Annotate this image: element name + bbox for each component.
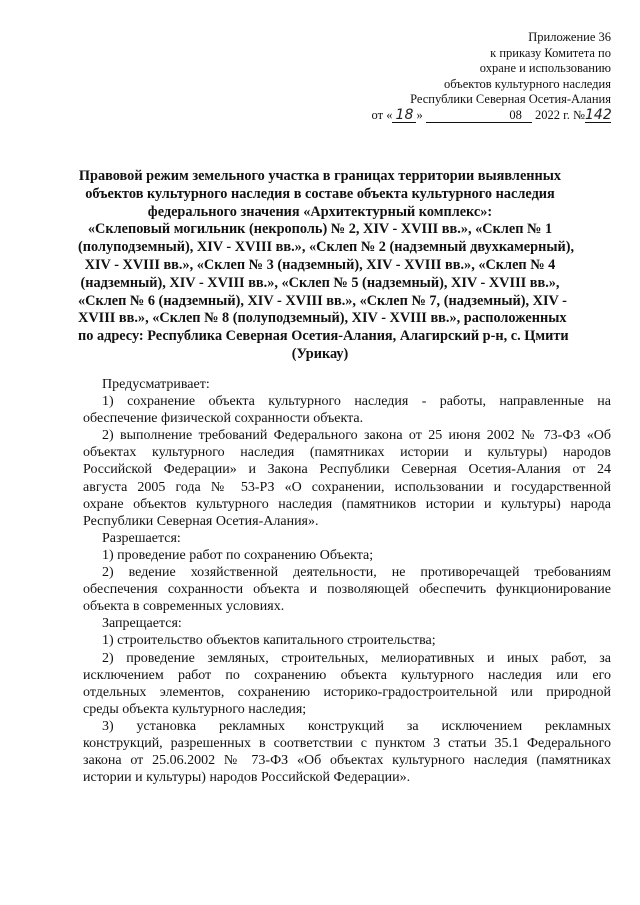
forbidden-item-2-line: 2) проведение земляных, строительных, мелиоративных и иных работ, за bbox=[102, 650, 611, 666]
order-date-line bbox=[351, 108, 611, 124]
title-line: «Склеповый могильник (некрополь) № 2, XIV - XVIII вв.», «Склеп № 1 bbox=[87, 221, 553, 238]
provides-item-2-line: охране объектов культурного наследия (памятников истории и культуры) народа bbox=[83, 496, 611, 512]
date-day-close: » bbox=[416, 107, 423, 122]
forbidden-heading: Запрещается: bbox=[102, 616, 182, 632]
forbidden-item-3-line: закона от 25.06.2002 № 73-ФЗ «Об объектах культурного наследия (памятниках bbox=[83, 753, 611, 769]
provides-item-1-line: обеспечение физической сохранности объекта. bbox=[83, 411, 364, 427]
title-line: федерального значения «Архитектурный комплекс»: bbox=[147, 203, 493, 220]
provides-item-2-line: Российской Федерации» и Закона Республики Северная Осетия-Алания от 24 bbox=[83, 462, 611, 478]
forbidden-item-3-line: истории и культуры) народов Российской Федерации». bbox=[83, 770, 411, 786]
forbidden-item-3-line: 3) установка рекламных конструкций за исключением рекламных bbox=[102, 718, 611, 734]
order-year: 2022 г. № bbox=[534, 107, 585, 122]
provides-item-1-line: 1) сохранение объекта культурного наследия - работы, направленные на bbox=[102, 394, 611, 410]
title-line: (полуподземный), XIV - XVIII вв.», «Склеп № 2 (надземный двухкамерный), bbox=[78, 239, 575, 256]
appendix-line: охране и использованию bbox=[479, 61, 611, 75]
allowed-item-2-line: обеспечения сохранности объекта и позволяющей обеспечить функционирование bbox=[83, 582, 611, 598]
provides-item-2-line: августа 2005 года № 53-РЗ «О сохранении, использовании и государственной bbox=[83, 479, 611, 495]
document-title bbox=[78, 168, 575, 364]
appendix-line: Республики Северная Осетия-Алания bbox=[410, 92, 611, 106]
allowed-item-2-line: 2) ведение хозяйственной деятельности, не противоречащей требованиям bbox=[102, 565, 611, 581]
title-line: (надземный), XIV - XVIII вв.», «Склеп № 5 (надземный), XIV - XVIII вв.», bbox=[80, 274, 560, 291]
title-line: (Урикау) bbox=[291, 345, 349, 362]
appendix-header bbox=[351, 30, 611, 123]
provides-item-2-line: объектах культурного наследия (памятниках истории и культуры) народов bbox=[83, 445, 611, 461]
forbidden-item-3-line: конструкций, разрешенных в соответствии с пунктом 3 статьи 35.1 Федерального bbox=[83, 735, 611, 751]
title-line: XVIII вв.», «Склеп № 8 (полуподземный), XIV - XVIII вв.», расположенных bbox=[78, 310, 567, 327]
document-body bbox=[83, 376, 611, 786]
title-line: Правовой режим земельного участка в границах территории выявленных bbox=[78, 168, 562, 184]
forbidden-item-2-line: отдельных элементов, сохранению историко-градостроительной или природной bbox=[83, 684, 611, 700]
order-day: 18 bbox=[392, 109, 416, 123]
forbidden-item-1: 1) строительство объектов капитального строительства; bbox=[102, 633, 436, 649]
provides-item-2-line: 2) выполнение требований Федерального закона от 25 июня 2002 № 73-ФЗ «Об bbox=[102, 428, 611, 444]
appendix-line: Приложение 36 bbox=[528, 30, 611, 44]
order-number: 142 bbox=[585, 106, 612, 123]
appendix-line: объектов культурного наследия bbox=[444, 76, 611, 91]
title-line: «Склеп № 6 (надземный), XIV - XVIII вв.», «Склеп № 7, (надземный), XIV - bbox=[78, 292, 567, 309]
date-prefix: от « bbox=[371, 107, 393, 122]
allowed-item-1: 1) проведение работ по сохранению Объекта; bbox=[102, 547, 374, 563]
provides-heading: Предусматривает: bbox=[102, 377, 210, 392]
allowed-item-2-line: объекта в современных условиях. bbox=[83, 599, 285, 615]
allowed-heading: Разрешается: bbox=[102, 530, 181, 546]
title-line: объектов культурного наследия в составе объекта культурного наследия bbox=[85, 185, 555, 202]
forbidden-item-2-line: среды объекта культурного наследия; bbox=[83, 701, 307, 717]
provides-item-2-line: Республики Северная Осетия-Алания». bbox=[83, 513, 319, 529]
forbidden-item-2-line: исключением работ по сохранению объекта культурного наследия или его bbox=[83, 667, 611, 683]
appendix-line: к приказу Комитета по bbox=[490, 45, 611, 60]
order-month: 08 bbox=[426, 109, 532, 123]
title-line: XIV - XVIII вв.», «Склеп № 3 (надземный), XIV - XVIII вв.», «Склеп № 4 bbox=[84, 256, 556, 273]
title-line: по адресу: Республика Северная Осетия-Алания, Алагирский р-н, с. Цмити bbox=[78, 328, 569, 345]
